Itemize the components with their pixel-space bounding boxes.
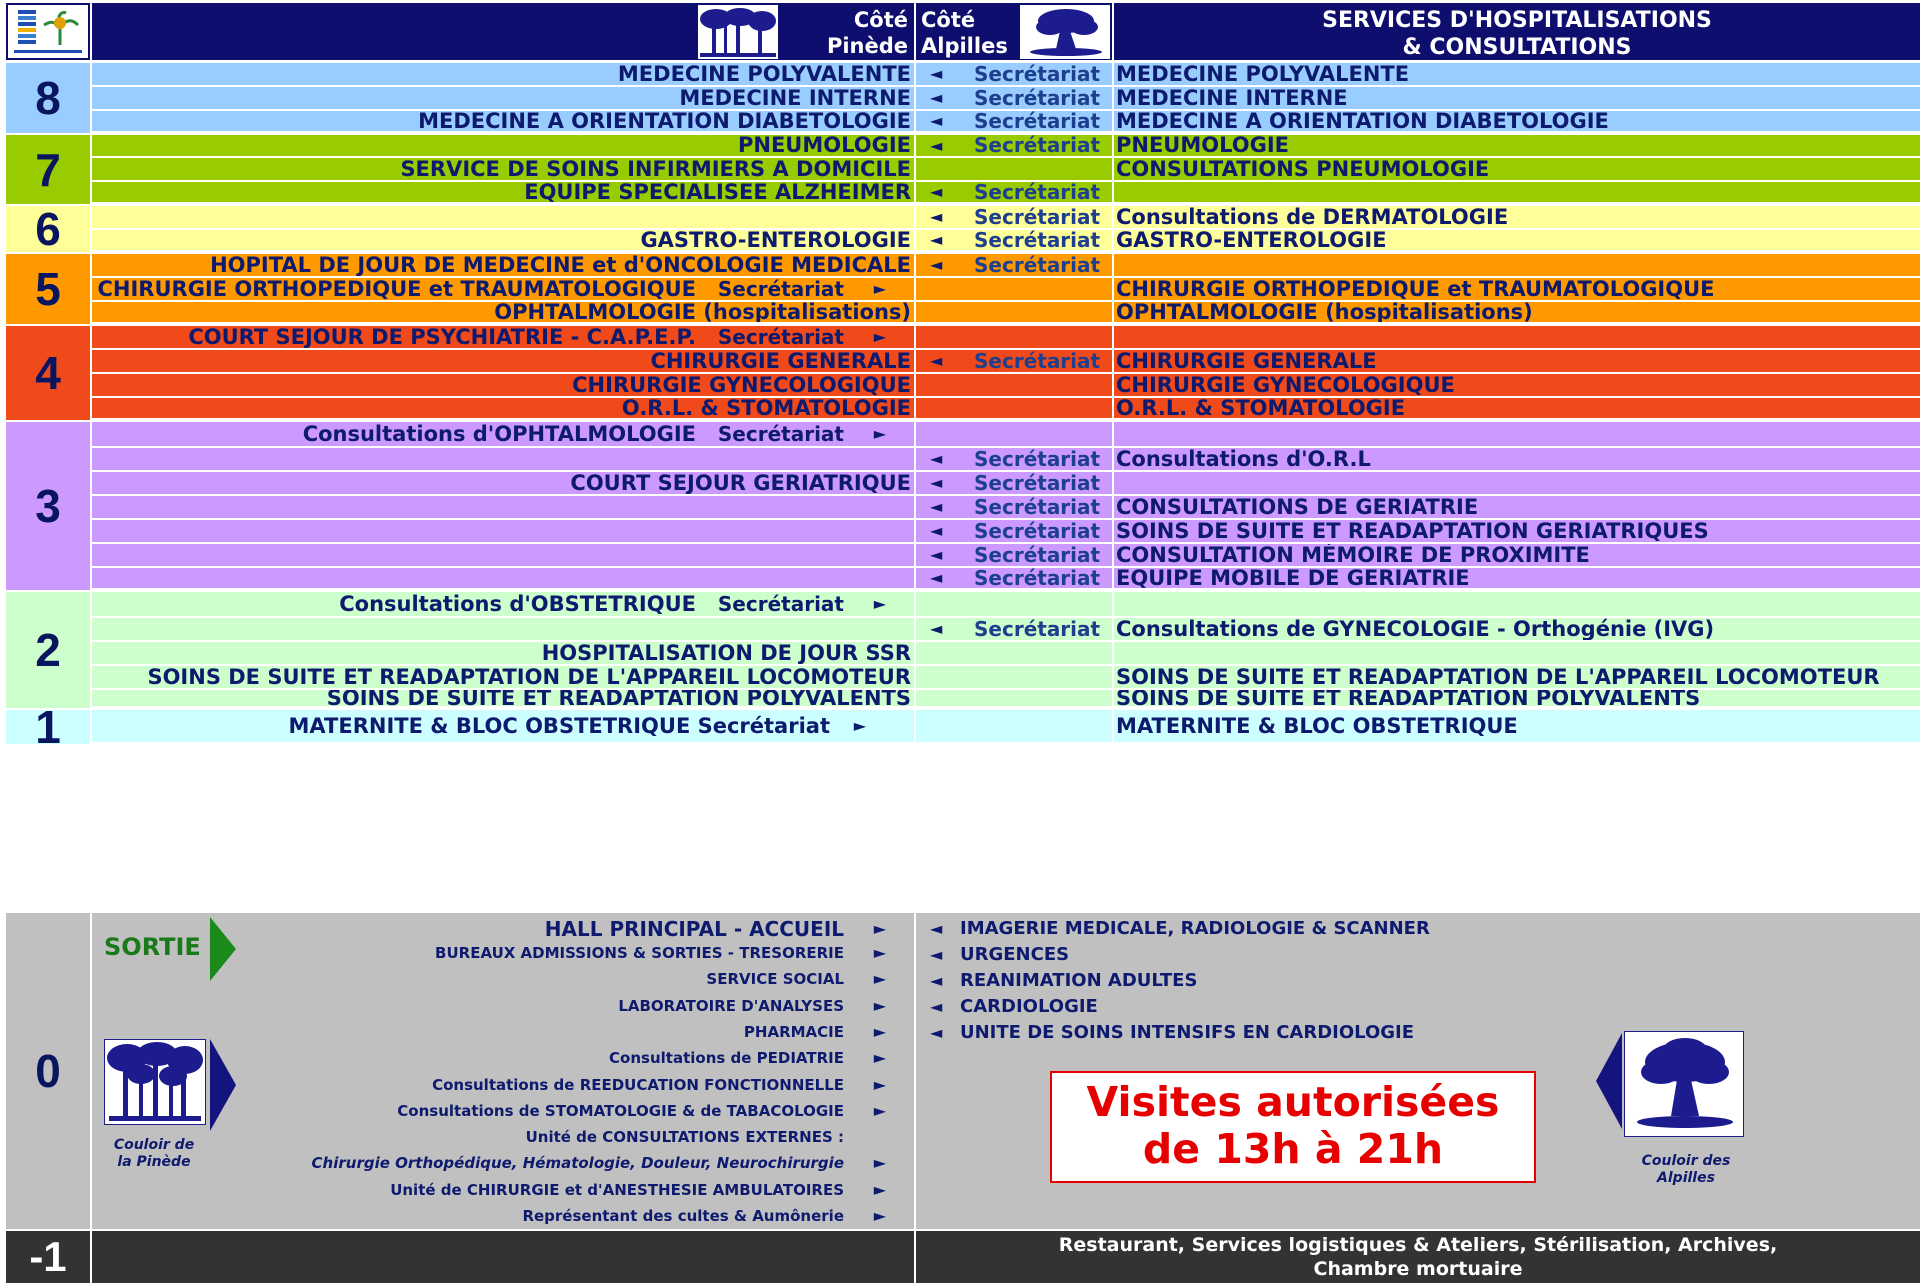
secretariat-label: Secrétariat	[974, 254, 1101, 276]
alpilles-caption: Couloir des Alpilles	[1641, 1153, 1731, 1186]
arrow-left-icon: ◄	[930, 997, 943, 1016]
floor-5-row-right	[1114, 302, 1920, 322]
arrow-left-icon: ◄	[930, 449, 943, 468]
arrow-right-icon: ►	[873, 424, 886, 443]
floor-2-row-left	[92, 642, 914, 664]
arrow-left-icon: ◄	[930, 919, 943, 938]
service-name-left: SOINS DE SUITE ET READAPTATION DE L'APPAREIL LOCOMOTEUR	[147, 666, 911, 688]
floor-6-row-mid	[916, 206, 1112, 228]
floor-4-row-left	[92, 350, 914, 372]
floor-4-row-left	[92, 326, 914, 348]
arrow-right-icon: ►	[873, 995, 886, 1015]
floor-2-row-left	[92, 618, 914, 640]
floor-7-row-mid	[916, 158, 1112, 180]
ground-service-right: CARDIOLOGIE	[960, 996, 1098, 1017]
service-name-right: CHIRURGIE GYNECOLOGIQUE	[1116, 374, 1455, 396]
service-name-left: MEDECINE POLYVALENTE	[617, 63, 911, 85]
floor-m1-left	[92, 1231, 914, 1283]
floor-2-row-mid	[916, 618, 1112, 640]
floor-0-right	[916, 913, 1920, 1229]
floor-3-row-mid	[916, 472, 1112, 494]
floor-4-row-mid	[916, 326, 1112, 348]
floor-5-row-mid	[916, 302, 1112, 322]
arrow-left-icon: ◄	[930, 473, 943, 492]
ground-service-left: Unité de CONSULTATIONS EXTERNES :	[525, 1128, 844, 1147]
floor-5-row-mid	[916, 254, 1112, 276]
floor-6-row-mid	[916, 230, 1112, 250]
floor-7-row-mid	[916, 182, 1112, 202]
arrow-left-icon: ◄	[930, 545, 943, 564]
floor-8-row-left	[92, 63, 914, 85]
arrow-left-icon: ◄	[930, 207, 943, 226]
ground-service-left: Unité de CHIRURGIE et d'ANESTHESIE AMBULATOIRES	[390, 1180, 844, 1199]
secretariat-label: Secrétariat	[717, 326, 844, 348]
arrow-left-icon: ◄	[930, 255, 943, 274]
service-name-right: Consultations de DERMATOLOGIE	[1116, 206, 1509, 228]
service-name-right: PNEUMOLOGIE	[1116, 135, 1289, 156]
service-name-left: Consultations d'OPHTALMOLOGIE	[302, 422, 696, 446]
visits-text: Visites autorisées de 13h à 21h	[1086, 1078, 1500, 1173]
service-name-left: CHIRURGIE ORTHOPEDIQUE et TRAUMATOLOGIQUE	[97, 278, 696, 300]
service-name-left: GASTRO-ENTEROLOGIE	[640, 230, 911, 250]
arrow-left-icon: ◄	[930, 497, 943, 516]
floor-3-row-right	[1114, 472, 1920, 494]
service-name-left: PNEUMOLOGIE	[738, 135, 911, 156]
service-name-right: CONSULTATIONS DE GERIATRIE	[1116, 496, 1479, 518]
floor-m1-label-cell	[6, 1231, 90, 1283]
arrow-left-icon: ◄	[930, 88, 943, 107]
floor-2-row-right	[1114, 592, 1920, 616]
basement-services: Restaurant, Services logistiques & Ateliers, Stérilisation, Archives, Chambre mortuaire	[1058, 1234, 1778, 1280]
arrow-right-icon: ►	[873, 1021, 886, 1041]
floor-4-row-mid	[916, 374, 1112, 396]
header-mid	[916, 3, 1112, 60]
service-name-right: SOINS DE SUITE ET READAPTATION GERIATRIQUES	[1116, 520, 1709, 542]
service-name-left: OPHTALMOLOGIE (hospitalisations)	[494, 302, 911, 322]
floor-3-row-right	[1114, 496, 1920, 518]
floor-2-row-right	[1114, 666, 1920, 688]
secretariat-label: Secrétariat	[974, 496, 1101, 518]
arrow-right-icon: ►	[873, 1074, 886, 1094]
floor-4-row-left	[92, 398, 914, 418]
floor-8-row-right	[1114, 111, 1920, 131]
service-name-left: HOPITAL DE JOUR DE MEDECINE et d'ONCOLOGIE MEDICALE	[210, 254, 911, 276]
service-name-right: MEDECINE A ORIENTATION DIABETOLOGIE	[1116, 111, 1609, 131]
secretariat-label: Secrétariat	[974, 111, 1101, 131]
floor-2-row-mid	[916, 690, 1112, 706]
service-name-left: MEDECINE A ORIENTATION DIABETOLOGIE	[418, 111, 911, 131]
secretariat-label: Secrétariat	[974, 230, 1101, 250]
floor-3-row-left	[92, 568, 914, 588]
pine-trees-icon	[698, 5, 778, 59]
floor-5-number: 5	[35, 263, 61, 315]
service-name-right: CONSULTATION MÉMOIRE DE PROXIMITE	[1116, 544, 1590, 566]
floor-3-row-left	[92, 496, 914, 518]
floor-3-row-right	[1114, 422, 1920, 446]
service-name-left: Consultations d'OBSTETRIQUE	[339, 592, 696, 616]
arrow-right-icon: ►	[873, 919, 886, 938]
floor-2-row-mid	[916, 592, 1112, 616]
arrow-right-icon: ►	[873, 1179, 886, 1199]
floor-3-row-right	[1114, 544, 1920, 566]
floor-3-row-right	[1114, 568, 1920, 588]
floor-7-row-left	[92, 135, 914, 156]
service-name-right: MEDECINE INTERNE	[1116, 87, 1348, 109]
floor-2-row-left	[92, 690, 914, 706]
floor-3-row-mid	[916, 496, 1112, 518]
olive-tree-icon	[1624, 1031, 1744, 1137]
arrow-right-icon: ►	[873, 943, 886, 962]
floor-6-row-left	[92, 230, 914, 250]
arrow-left-icon: ◄	[930, 136, 943, 155]
floor-3-row-left	[92, 448, 914, 470]
floor-3-number: 3	[35, 480, 61, 532]
header-left	[92, 3, 914, 60]
ground-service-left: SERVICE SOCIAL	[706, 970, 844, 989]
floor-5-row-left	[92, 278, 914, 300]
hospital-logo-icon	[8, 5, 88, 58]
service-name-right: SOINS DE SUITE ET READAPTATION POLYVALENTS	[1116, 690, 1701, 706]
secretariat-label: Secrétariat	[974, 135, 1101, 156]
service-name-right: O.R.L. & STOMATOLOGIE	[1116, 398, 1406, 418]
floor-6-row-right	[1114, 230, 1920, 250]
floor-7-row-left	[92, 158, 914, 180]
floor-6-row-left	[92, 206, 914, 228]
floor-2-number: 2	[35, 624, 61, 676]
pine-trees-icon	[104, 1039, 206, 1125]
floor-4-row-mid	[916, 350, 1112, 372]
floor-8-row-mid	[916, 63, 1112, 85]
service-name-left: COURT SEJOUR DE PSYCHIATRIE - C.A.P.E.P.	[188, 326, 696, 348]
header-right	[1114, 3, 1920, 60]
secretariat-label: Secrétariat	[974, 472, 1101, 494]
secretariat-label: Secrétariat	[974, 544, 1101, 566]
floor-2-row-right	[1114, 690, 1920, 706]
floor-4-label-cell	[6, 326, 90, 420]
floor-0-label-cell	[6, 913, 90, 1229]
arrow-right-icon: ►	[853, 716, 866, 735]
secretariat-label: Secrétariat	[974, 618, 1101, 640]
floor-7-row-right	[1114, 182, 1920, 202]
floor-3-row-mid	[916, 448, 1112, 470]
floor-2-row-left	[92, 592, 914, 616]
ground-service-left: Consultations de PEDIATRIE	[609, 1049, 844, 1068]
floor-4-row-right	[1114, 326, 1920, 348]
secretariat-label: Secrétariat	[717, 422, 844, 446]
arrow-right-icon: ►	[873, 1048, 886, 1068]
floor-3-row-mid	[916, 544, 1112, 566]
ground-service-right: REANIMATION ADULTES	[960, 970, 1198, 991]
arrow-left-icon: ◄	[930, 971, 943, 990]
ground-service-left: Représentant des cultes & Aumônerie	[522, 1207, 844, 1225]
floor-5-row-left	[92, 254, 914, 276]
arrow-right-icon: ►	[873, 1206, 886, 1225]
corridor-arrow-right-icon	[210, 1039, 236, 1131]
floor-8-row-left	[92, 87, 914, 109]
arrow-left-icon: ◄	[930, 1023, 943, 1042]
floor-2-row-right	[1114, 618, 1920, 640]
secretariat-label: Secrétariat	[974, 206, 1101, 228]
arrow-right-icon: ►	[873, 1153, 886, 1173]
exit-arrow-icon	[210, 917, 236, 981]
floor-8-number: 8	[35, 72, 61, 124]
arrow-left-icon: ◄	[930, 945, 943, 964]
arrow-right-icon: ►	[873, 969, 886, 989]
floor-7-row-left	[92, 182, 914, 202]
floor-3-row-right	[1114, 520, 1920, 542]
service-name-left: CHIRURGIE GENERALE	[650, 350, 911, 372]
floor-8-row-right	[1114, 87, 1920, 109]
floor-1-number: 1	[35, 710, 61, 744]
floor-8-row-left	[92, 111, 914, 131]
ground-service-left: Chirurgie Orthopédique, Hématologie, Douleur, Neurochirurgie	[311, 1154, 844, 1173]
floor-7-row-right	[1114, 135, 1920, 156]
secretariat-label: Secrétariat	[974, 350, 1101, 372]
arrow-right-icon: ►	[873, 279, 886, 298]
secretariat-label: Secrétariat	[974, 87, 1101, 109]
ground-service-right: URGENCES	[960, 944, 1070, 965]
arrow-left-icon: ◄	[930, 521, 943, 540]
floor-3-row-mid	[916, 568, 1112, 588]
service-name-left: SERVICE DE SOINS INFIRMIERS A DOMICILE	[400, 158, 911, 180]
service-name-left: CHIRURGIE GYNECOLOGIQUE	[572, 374, 911, 396]
service-name-left: COURT SEJOUR GERIATRIQUE	[570, 472, 911, 494]
secretariat-label: Secrétariat	[974, 568, 1101, 588]
ground-service-left: Consultations de STOMATOLOGIE & de TABACOLOGIE	[397, 1101, 844, 1120]
ground-service-left: Consultations de REEDUCATION FONCTIONNELLE	[432, 1075, 844, 1094]
floor-5-row-right	[1114, 254, 1920, 276]
ground-service-right: IMAGERIE MEDICALE, RADIOLOGIE & SCANNER	[960, 918, 1430, 939]
service-name-right: OPHTALMOLOGIE (hospitalisations)	[1116, 302, 1533, 322]
secretariat-label: Secrétariat	[974, 182, 1101, 202]
floor-m1-number: -1	[29, 1233, 67, 1280]
floor-0-left	[92, 913, 914, 1229]
pinede-caption: Couloir de la Pinède	[113, 1137, 195, 1170]
secretariat-label: Secrétariat	[974, 63, 1101, 85]
ground-service-left: PHARMACIE	[743, 1022, 844, 1041]
header-left-title: Côté Pinède	[826, 8, 908, 58]
floor-3-row-left	[92, 544, 914, 566]
floor-8-row-right	[1114, 63, 1920, 85]
floor-1-row-left	[92, 710, 914, 742]
ground-service-left: BUREAUX ADMISSIONS & SORTIES - TRESORERIE	[435, 944, 844, 962]
secretariat-label: Secrétariat	[974, 448, 1101, 470]
arrow-right-icon: ►	[873, 594, 886, 613]
floor-4-row-mid	[916, 398, 1112, 418]
arrow-right-icon: ►	[873, 1100, 886, 1120]
service-name-left: MATERNITE & BLOC OBSTETRIQUE Secrétariat	[288, 714, 830, 738]
floor-5-row-mid	[916, 278, 1112, 300]
floor-5-row-right	[1114, 278, 1920, 300]
secretariat-label: Secrétariat	[974, 520, 1101, 542]
service-name-left: EQUIPE SPECIALISEE ALZHEIMER	[524, 182, 911, 202]
arrow-left-icon: ◄	[930, 568, 943, 587]
ground-service-left: LABORATOIRE D'ANALYSES	[618, 996, 844, 1015]
floor-3-row-right	[1114, 448, 1920, 470]
floor-2-label-cell	[6, 592, 90, 708]
floor-6-row-right	[1114, 206, 1920, 228]
floor-8-row-mid	[916, 111, 1112, 131]
floor-2-row-mid	[916, 666, 1112, 688]
arrow-left-icon: ◄	[930, 230, 943, 249]
secretariat-label: Secrétariat	[717, 592, 844, 616]
floor-2-row-left	[92, 666, 914, 688]
service-name-right: MATERNITE & BLOC OBSTETRIQUE	[1116, 714, 1518, 738]
floor-0-number: 0	[35, 1045, 61, 1097]
floor-m1-right	[916, 1231, 1920, 1283]
service-name-right: CONSULTATIONS PNEUMOLOGIE	[1116, 158, 1490, 180]
arrow-left-icon: ◄	[930, 64, 943, 83]
service-name-right: CHIRURGIE ORTHOPEDIQUE et TRAUMATOLOGIQUE	[1116, 278, 1715, 300]
ground-service-right: UNITE DE SOINS INTENSIFS EN CARDIOLOGIE	[960, 1022, 1415, 1043]
floor-2-row-mid	[916, 642, 1112, 664]
floor-8-row-mid	[916, 87, 1112, 109]
arrow-left-icon: ◄	[930, 351, 943, 370]
service-name-right: SOINS DE SUITE ET READAPTATION DE L'APPAREIL LOCOMOTEUR	[1116, 666, 1880, 688]
service-name-right: EQUIPE MOBILE DE GERIATRIE	[1116, 568, 1470, 588]
ground-service-left: HALL PRINCIPAL - ACCUEIL	[544, 917, 844, 941]
arrow-left-icon: ◄	[930, 111, 943, 130]
floor-7-row-mid	[916, 135, 1112, 156]
floor-3-row-left	[92, 422, 914, 446]
service-name-right: GASTRO-ENTEROLOGIE	[1116, 230, 1387, 250]
service-name-left: HOSPITALISATION DE JOUR SSR	[541, 642, 911, 664]
service-name-right: MEDECINE POLYVALENTE	[1116, 63, 1410, 85]
floor-4-row-left	[92, 374, 914, 396]
floor-3-row-left	[92, 472, 914, 494]
floor-3-row-mid	[916, 520, 1112, 542]
arrow-left-icon: ◄	[930, 619, 943, 638]
floor-4-row-right	[1114, 374, 1920, 396]
floor-2-row-right	[1114, 642, 1920, 664]
olive-tree-icon	[1020, 5, 1110, 59]
floor-7-label-cell	[6, 135, 90, 204]
visits-box	[1050, 1071, 1536, 1183]
header-mid-title: Côté Alpilles	[921, 8, 1008, 58]
floor-1-row-mid	[916, 710, 1112, 742]
service-name-right: Consultations de GYNECOLOGIE - Orthogénie (IVG)	[1116, 618, 1715, 640]
floor-3-label-cell	[6, 422, 90, 590]
logo-box	[6, 3, 90, 60]
floor-8-label-cell	[6, 63, 90, 133]
floor-5-row-left	[92, 302, 914, 322]
floor-6-label-cell	[6, 206, 90, 252]
floor-7-number: 7	[35, 143, 61, 196]
header-right-title: SERVICES D'HOSPITALISATIONS & CONSULTATIONS	[1322, 8, 1712, 60]
floor-4-row-right	[1114, 350, 1920, 372]
floor-6-number: 6	[35, 206, 61, 252]
secretariat-label: Secrétariat	[717, 278, 844, 300]
floor-4-row-right	[1114, 398, 1920, 418]
floor-1-label-cell	[6, 710, 90, 744]
floor-7-row-right	[1114, 158, 1920, 180]
floor-5-label-cell	[6, 254, 90, 324]
floor-4-number: 4	[35, 347, 61, 399]
arrow-left-icon: ◄	[930, 182, 943, 201]
service-name-right: Consultations d'O.R.L	[1116, 448, 1371, 470]
service-name-right: CHIRURGIE GENERALE	[1116, 350, 1377, 372]
service-name-left: MEDECINE INTERNE	[679, 87, 911, 109]
floor-3-row-left	[92, 520, 914, 542]
corridor-arrow-left-icon	[1596, 1033, 1622, 1129]
floor-3-row-mid	[916, 422, 1112, 446]
arrow-right-icon: ►	[873, 327, 886, 346]
service-name-left: O.R.L. & STOMATOLOGIE	[621, 398, 911, 418]
floor-1-row-right	[1114, 710, 1920, 742]
exit-label: SORTIE	[104, 933, 201, 961]
service-name-left: SOINS DE SUITE ET READAPTATION POLYVALENTS	[326, 690, 911, 706]
